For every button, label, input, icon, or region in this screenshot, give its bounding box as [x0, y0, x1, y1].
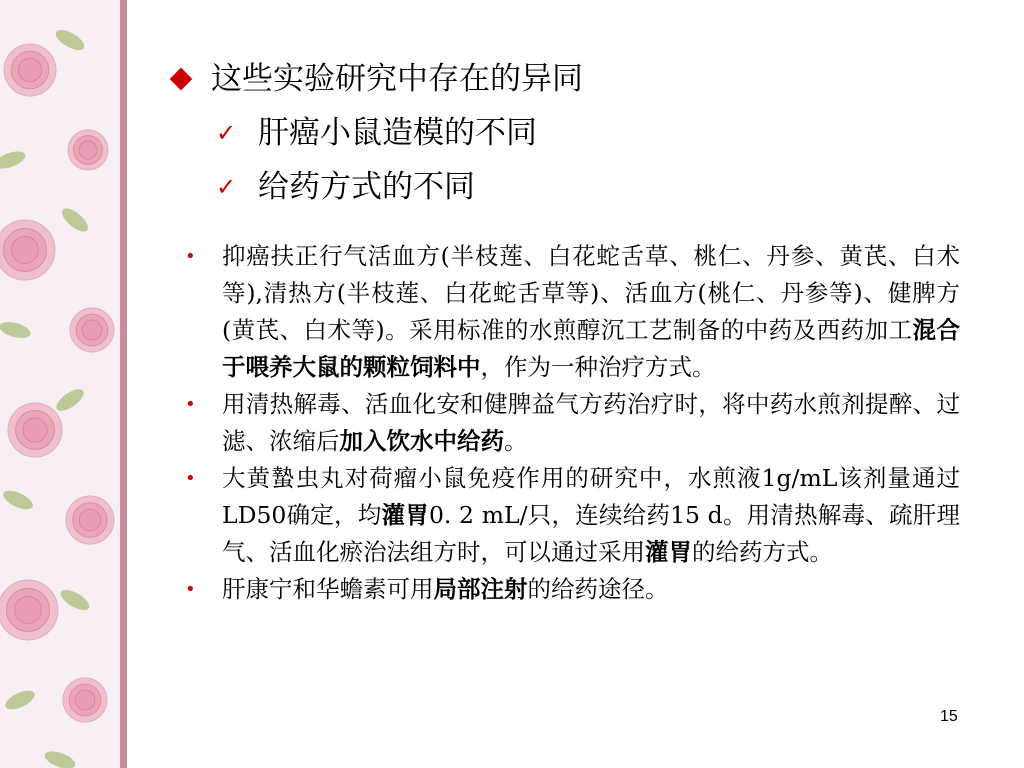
rose-shape-2: [68, 130, 108, 170]
dot-icon: •: [185, 468, 196, 489]
bullet-3-text: 大黄蟄虫丸对荷瘤小鼠免疫作用的研究中，水煎液1g/mL该剂量通过LD50确定，均: [222, 464, 960, 529]
bullet-4-tail: 的给药途径。: [527, 575, 669, 603]
sub-point-2-text: 给药方式的不同: [258, 169, 475, 205]
decorative-divider-bar: [120, 0, 127, 768]
bullet-list: [180, 238, 960, 608]
bullet-3-emphasis-1: 灌胃: [381, 501, 429, 529]
rose-shape-1: [4, 44, 56, 96]
heading-block: [168, 52, 583, 214]
bullet-3-middle: 0. 2 mL/只，连续给药15 d。用清热解毒、疏肝理气、活血化瘀治法组方时，可以通过采用: [222, 501, 960, 566]
bullet-item-1: [180, 238, 960, 386]
bullet-item-4: [180, 571, 960, 608]
dot-icon: •: [185, 246, 196, 267]
bullet-1-emphasis: 混合于喂养大鼠的颗粒饲料中: [222, 316, 961, 381]
leaf-shape-6: [1, 487, 36, 513]
heading-title-row: [168, 52, 583, 106]
bullet-1-tail: ，作为一种治疗方式。: [480, 353, 716, 381]
checkmark-icon: ✓: [216, 173, 237, 201]
sub-point-1-text: 肝癌小鼠造模的不同: [258, 115, 537, 151]
leaf-shape-8: [3, 687, 38, 713]
bullet-1-text: 抑癌扶正行气活血方(半枝莲、白花蛇舌草、桃仁、丹参、黄芪、白术等),清热方(半枝莲、白花蛇舌草等)、活血方(桃仁、丹参等)、健脾方(黄芪、白术等)。采用标准的水煎醇沉工艺制备的中药及西药加工: [222, 242, 960, 344]
leaf-shape-2: [0, 148, 27, 172]
rose-shape-7: [0, 580, 58, 640]
floral-pattern-image: [0, 0, 120, 768]
leaf-shape-4: [0, 319, 32, 341]
dot-icon: •: [185, 394, 196, 415]
bullet-4-emphasis: 局部注射: [433, 575, 528, 603]
rose-shape-8: [63, 678, 107, 722]
floral-decoration: [0, 0, 120, 768]
heading-title: 这些实验研究中存在的异同: [211, 61, 583, 97]
rose-shape-3: [0, 220, 55, 280]
rose-shape-4: [70, 308, 114, 352]
bullet-2-emphasis: 加入饮水中给药: [339, 427, 504, 455]
leaf-shape-7: [58, 586, 93, 614]
leaf-shape-9: [43, 748, 78, 768]
bullet-item-2: [180, 386, 960, 460]
bullet-item-3: [180, 460, 960, 571]
leaf-shape-1: [53, 26, 88, 54]
checkmark-icon: ✓: [216, 119, 237, 147]
rose-shape-5: [8, 403, 62, 457]
bullet-3-tail: 的给药方式。: [692, 538, 833, 566]
dot-icon: •: [185, 579, 196, 600]
leaf-shape-3: [58, 204, 92, 235]
page-number: 15: [940, 708, 958, 725]
bullet-2-tail: 。: [504, 427, 528, 455]
diamond-icon: [170, 68, 193, 91]
rose-shape-6: [66, 496, 114, 544]
sub-point-2: [168, 160, 583, 214]
bullet-4-text: 肝康宁和华蟾素可用: [222, 575, 434, 603]
sub-point-1: [168, 106, 583, 160]
bullet-2-text: 用清热解毒、活血化安和健脾益气方药治疗时，将中药水煎剂提醉、过滤、浓缩后: [222, 390, 960, 455]
leaf-shape-5: [53, 385, 87, 415]
bullet-3-emphasis-2: 灌胃: [645, 538, 692, 566]
